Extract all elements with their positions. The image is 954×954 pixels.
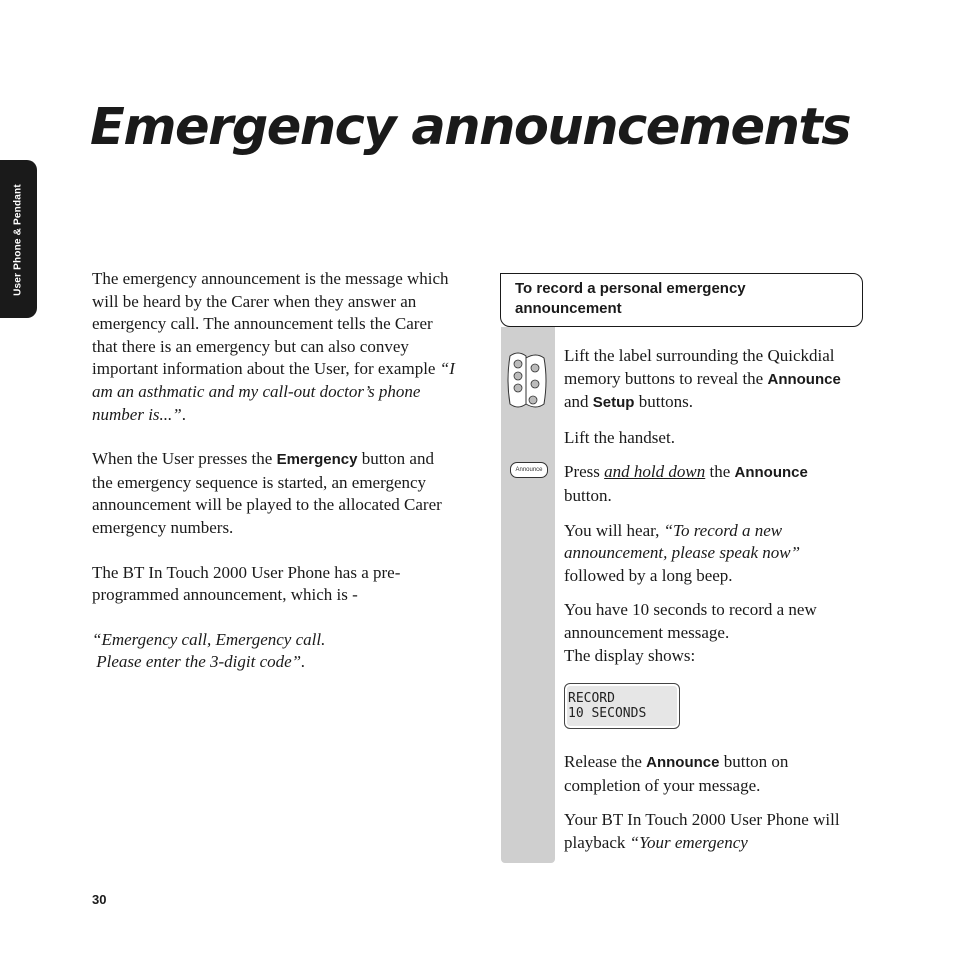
step-lift-label: Lift the label surrounding the Quickdial memory buttons to reveal the Announce and Setup buttons. bbox=[564, 346, 841, 412]
quickdial-keypad-icon bbox=[504, 350, 550, 410]
step-release-announce: Release the Announce button on completion of your message. bbox=[564, 752, 789, 795]
instruction-steps bbox=[564, 345, 859, 867]
announce-button-icon: Announce bbox=[510, 462, 548, 478]
emergency-button-name: Emergency bbox=[276, 451, 358, 469]
phone-display bbox=[564, 683, 680, 729]
page-number: 30 bbox=[92, 892, 107, 907]
instruction-header: To record a personal emergency announcement bbox=[515, 280, 746, 317]
step-hear-prompt: You will hear, “To record a new announcement, please speak now” followed by a long beep. bbox=[564, 520, 801, 585]
step-lift-handset: Lift the handset. bbox=[564, 427, 675, 447]
step-press-announce: Press and hold down the Announce button. bbox=[564, 462, 808, 505]
display-line-1: RECORD bbox=[568, 691, 615, 707]
step-playback: Your BT In Touch 2000 User Phone will playback “Your emergency bbox=[564, 810, 840, 852]
intro-paragraph: The emergency announcement is the message which will be heard by the Carer when they answer an emergency call. The announcement tells the Carer that there is an emergency but can also convey important information about the User, for example “I am an asthmatic and my call-out doctor’s phone number is...”. bbox=[92, 269, 455, 424]
section-tab-label: User Phone & Pendant bbox=[12, 184, 24, 296]
default-announcement-quote: “Emergency call, Emergency call. Please enter the 3-digit code”. bbox=[92, 629, 326, 672]
step-record-time: You have 10 seconds to record a new announcement message. The display shows: bbox=[564, 600, 817, 665]
instruction-header-box bbox=[500, 273, 863, 327]
preprogrammed-paragraph: The BT In Touch 2000 User Phone has a pre-programmed announcement, which is - bbox=[92, 562, 401, 605]
display-line-2: 10 SECONDS bbox=[568, 706, 647, 722]
page-title: Emergency announcements bbox=[90, 98, 851, 157]
intro-text bbox=[92, 268, 457, 696]
emergency-paragraph: When the User presses the Emergency button and the emergency sequence is started, an emergency announcement will be played to the allocated Carer emergency numbers. bbox=[92, 449, 442, 537]
